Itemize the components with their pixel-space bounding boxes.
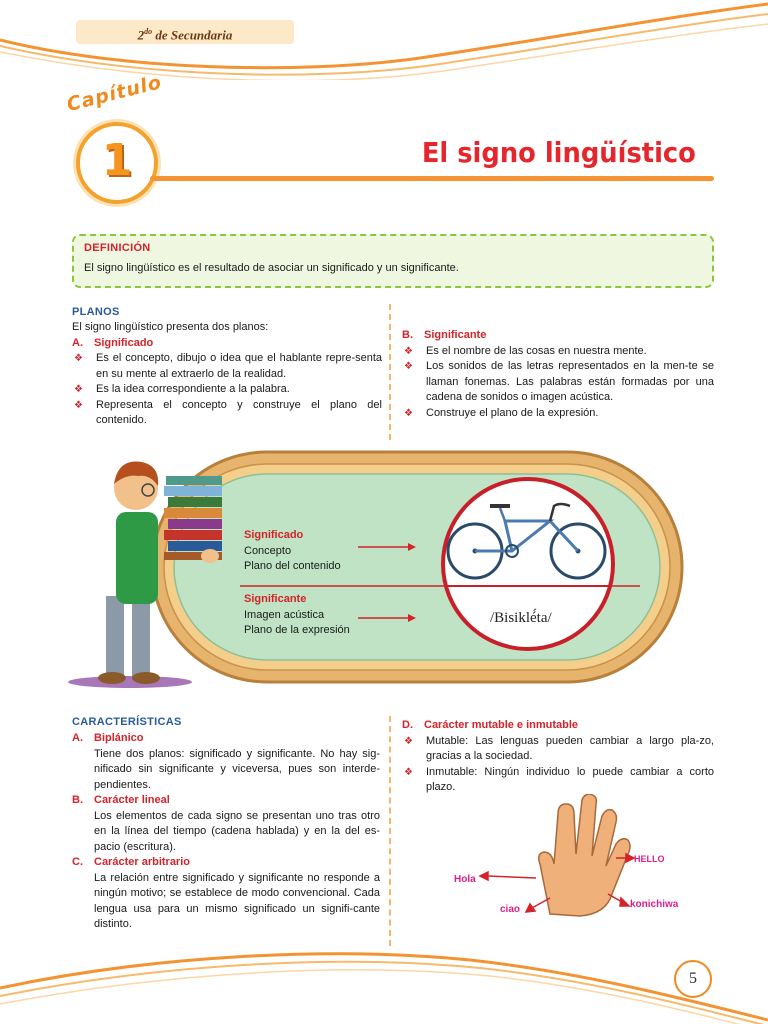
list-item-text: Es la idea correspondiente a la palabra. [96, 383, 290, 395]
phonetic-transcription: /Bisiklé́ta/ [490, 610, 552, 626]
planos-right-column [402, 328, 714, 421]
arbitrario-heading [72, 855, 380, 871]
linguistic-sign-diagram [60, 446, 700, 696]
definition-box [72, 234, 714, 288]
diamond-bullet-icon: ❖ [74, 384, 83, 395]
list-item [402, 734, 714, 765]
diagram-significante-line1: Imagen acústica [244, 608, 325, 621]
hand-label-konichiwa: konichiwa [630, 899, 679, 910]
letter-a: A. [72, 732, 83, 744]
list-item-text: Los sonidos de las letras representados en la men-te se llaman fonemas. Las palabras están formadas por una cadena de sonidos o imagen acústica. [426, 360, 714, 403]
biplanico-heading [72, 731, 380, 747]
column-divider [389, 304, 391, 440]
diamond-bullet-icon: ❖ [404, 735, 413, 747]
lineal-title: Carácter lineal [94, 794, 170, 806]
hand-label-hello: HELLO [634, 854, 665, 864]
significante-heading [402, 328, 714, 344]
diagram-significado-line1: Concepto [244, 544, 292, 557]
footer-swoosh-decoration [0, 934, 768, 1024]
list-item [402, 765, 714, 796]
grade-superscript: do [144, 27, 153, 36]
arbitrario-title: Carácter arbitrario [94, 856, 190, 868]
letter-d: D. [402, 719, 413, 731]
diagram-significante-title: Significante [244, 593, 307, 605]
diamond-bullet-icon: ❖ [404, 407, 413, 419]
diamond-bullet-icon: ❖ [404, 766, 413, 778]
letter-b: B. [402, 329, 413, 341]
hand-label-ciao: ciao [500, 904, 521, 915]
list-item [72, 382, 382, 398]
significado-heading [72, 336, 382, 352]
list-item [402, 344, 714, 360]
list-item [72, 398, 382, 429]
diagram-significado-block [244, 528, 341, 575]
list-item-text: Inmutable: Ningún individuo lo puede cambiar a corto plazo. [426, 765, 714, 793]
letter-c: C. [72, 856, 83, 868]
chapter-number: 1 [101, 135, 133, 186]
letter-a: A. [72, 336, 83, 349]
planos-intro: El signo lingüístico presenta dos planos: [72, 321, 269, 333]
diagram-significado-title: Significado [244, 529, 304, 541]
diamond-bullet-icon: ❖ [74, 353, 83, 364]
biplanico-text: Tiene dos planos: significado y significante. No hay sig-nificado sin significante y viceversa, pues son interde-pendientes. [94, 747, 380, 791]
planos-title: PLANOS [72, 306, 120, 318]
planos-left-column [72, 306, 382, 429]
diagram-significado-line2: Plano del contenido [244, 560, 341, 572]
chapter-word: Capítulo [64, 71, 165, 116]
lineal-text: Los elementos de cada signo se presentan uno tras otro en la línea del tiempo (cadena hablada) y en la del es-pacio (escritura). [94, 809, 380, 853]
caracteristicas-right-column [402, 718, 714, 796]
definition-title: DEFINICIÓN [84, 242, 151, 254]
significante-title: Significante [424, 329, 487, 341]
list-item-text: Es el concepto, dibujo o idea que el hablante repre-senta en su mente al extraerlo de la realidad. [96, 352, 382, 380]
grade-label: de Secundaria [152, 27, 233, 43]
list-item [72, 351, 382, 382]
list-item [402, 359, 714, 406]
column-divider [389, 716, 391, 946]
diagram-significante-line2: Plano de la expresión [244, 624, 350, 636]
biplanico-title: Biplánico [94, 732, 144, 744]
page-title: El signo lingüístico [421, 136, 696, 169]
mutable-title: Carácter mutable e inmutable [424, 719, 579, 731]
mutable-heading [402, 718, 714, 734]
title-underline [150, 176, 714, 181]
diagram-significante-block [244, 592, 350, 639]
caracteristicas-title: CARACTERÍSTICAS [72, 716, 182, 728]
arbitrario-text: La relación entre significado y significante no responde a ningún motivo; se establece de modo convencional. Cada lengua usa para un mismo significado un signifi-cante distinto. [94, 871, 380, 930]
significado-title: Significado [94, 336, 154, 349]
diamond-bullet-icon: ❖ [74, 399, 83, 411]
list-item [402, 406, 714, 422]
diamond-bullet-icon: ❖ [404, 345, 413, 357]
list-item-text: Es el nombre de las cosas en nuestra mente. [426, 344, 647, 357]
letter-b: B. [72, 794, 83, 806]
definition-text: El signo lingüístico es el resultado de asociar un significado y un significante. [84, 262, 459, 274]
grade-number: 2 [137, 27, 145, 43]
hand-label-hola: Hola [454, 874, 476, 885]
list-item-text: Mutable: Las lenguas pueden cambiar a largo pla-zo, gracias a la sociedad. [426, 734, 714, 762]
list-item-text: Representa el concepto y construye el plano del contenido. [96, 398, 382, 426]
list-item-text: Construye el plano de la expresión. [426, 406, 599, 419]
caracteristicas-left-column [72, 716, 380, 933]
page-number: 5 [674, 960, 712, 998]
diamond-bullet-icon: ❖ [404, 361, 413, 372]
grade-banner [76, 20, 294, 44]
lineal-heading [72, 793, 380, 809]
